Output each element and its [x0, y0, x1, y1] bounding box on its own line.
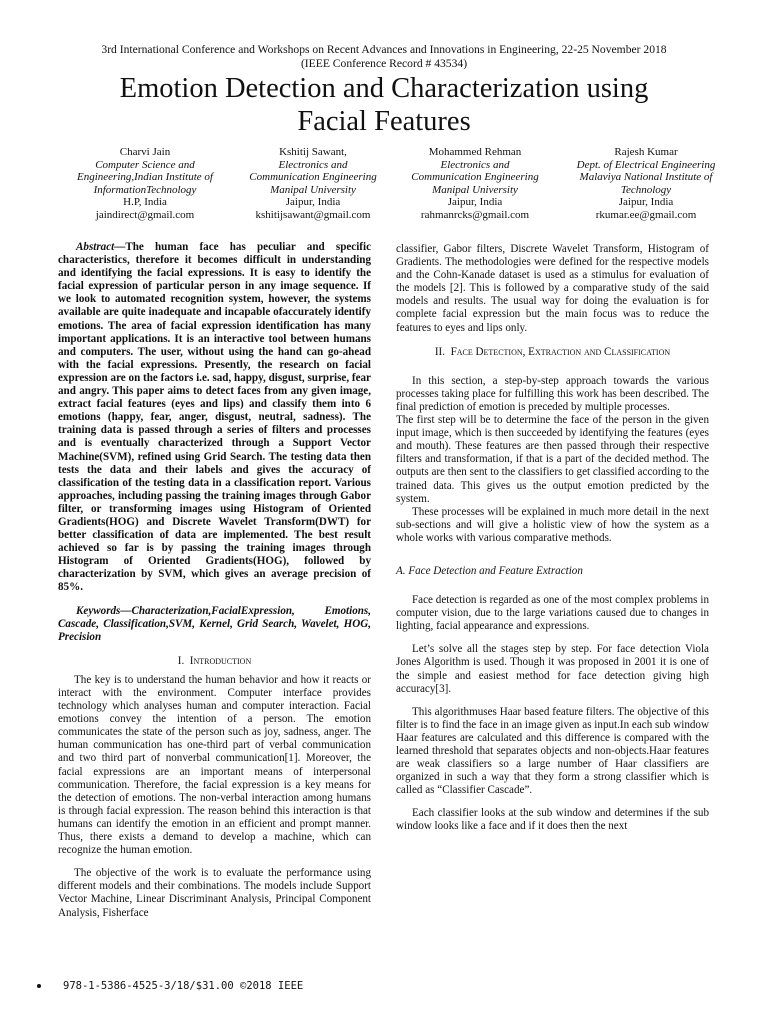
author-affiliation: Electronics and [278, 158, 348, 171]
author-location: H.P, India [123, 196, 167, 208]
paragraph: In this section, a step-by-step approach towards the various processes taking place for fulfilling this work has been described. The final prediction of emotion is preceded by multiple processes. [396, 374, 709, 413]
paragraph: classifier, Gabor filters, Discrete Wavelet Transform, Histogram of Gradients. The methodologies were defined for the respective models and the Cohn-Kanade dataset is used as a stimulus for evaluation of the models [2]. This is followed by a comparative study of the said models and results. The usual way for doing the evaluation is for complete facial expression but the main focus was to reduce the features to eyes and lips only. [396, 243, 709, 334]
section-number: I. [177, 654, 185, 667]
author-affiliation: Engineering,Indian Institute of [77, 171, 213, 183]
section-title: Introduction [189, 654, 252, 667]
abstract-text: The human face has peculiar and specific characteristics, therefore it becomes difficult in understanding and identifying the facial expressions. It is easy to identify the facial expression of particular person in any image sequence. If we look to automated recognition system, however, the systems available are quite inadequate and incapable ofaccurately identify emotions. The area of facial expression identification has many important applications. It is an interactive tool between humans and computers. The user, without using the hand can go-ahead with the facial expressions. Presently, the research on facial expression are on the factors i.e. sad, happy, disgust, surprise, fear and angry. This paper aims to detect faces from any given image, extract facial features (eyes and lips) and classify them into 6 emotions (happy, fear, anger, disgust, neutral, sadness). The training data is passed through a series of filters and processes and is eventually characterized through a Support Vector Machine(SVM), refined using Grid Search. The testing data then tests the data and their labels and gives the accuracy of classification of the testing data in a classification report. Various approaches, including passing the training images through Gabor filter, or transforming images using Histogram of Oriented Gradients(HOG) and Discrete Wavelet Transform(DWT) for better classification of data are implemented. The best result achieved so far is by passing the training images through Histogram of Oriented Gradients(HOG), followed by characterization by SVM, which gives an average precision of 85%. [58, 241, 371, 594]
conference-header [40, 43, 728, 70]
author-name: Rajesh Kumar [614, 146, 678, 158]
author-name: Charvi Jain [119, 146, 171, 158]
author-affiliation: Electronics and [440, 158, 510, 171]
author-affiliation: Technology [620, 183, 672, 196]
author-block [226, 146, 400, 221]
author-location: Jaipur, India [285, 196, 341, 208]
author-location: Jaipur, India [447, 196, 503, 208]
author-affiliation: Communication Engineering [411, 171, 539, 183]
paragraph: These processes will be explained in much more detail in the next sub-sections and will give a holistic view of how the system as a whole works with various comparative methods. [396, 505, 709, 544]
author-name: Kshitij Sawant, [279, 146, 347, 158]
author-block [562, 146, 730, 221]
conference-name: 3rd International Conference and Workshops on Recent Advances and Innovations in Engineering, 22-25 November 2018 [101, 43, 667, 56]
paragraph: This algorithmuses Haar based feature filters. The objective of this filter is to find the face in an image given as input.In each sub window Haar features are calculated and this difference is compared with the learned threshold that separates objects and non-objects.Haar features are weak classifiers so a large number of Haar classifiers are organized in such a way that they form a strong classifier which is called as “Classifier Cascade”. [396, 705, 709, 797]
author-affiliation: InformationTechnology [93, 183, 197, 196]
paragraph: The objective of the work is to evaluate the performance using different models and their combinations. The models include Support Vector Machine, Linear Discriminant Analysis, Principal Component Analysis, Fisherface [58, 867, 371, 919]
author-name: Mohammed Rehman [428, 146, 522, 158]
author-block [60, 146, 230, 221]
keywords: Keywords—Characterization,FacialExpression, Emotions, Cascade, Classification,SVM, Kernel, Grid Search, Wavelet, HOG, Precision [58, 604, 371, 643]
abstract [58, 241, 371, 595]
section-title: Face Detection, Extraction and Classification [450, 345, 671, 358]
paragraph: The key is to understand the human behavior and how it reacts or interact with the environment. Computer interface provides technology which analyses human and computer interaction. Facial emotions convey the intention of a person. The emotion communicates the state of the person such as joy, sadness, anger. The human communication has one-third part of verbal communication and two third part of nonverbal communication[1]. Moreover, the facial expressions are an important means of interpersonal communication. Therefore, the facial expression is a key means for the detection of emotions. The non-verbal interaction among humans is through facial expression. The reason behind this interaction is that humans can identify the emotion in an efficient and prompt manner. Thus, there exists a demand to develop a machine, which can recognize the human emotion. [58, 673, 371, 857]
author-affiliation: Communication Engineering [249, 171, 377, 183]
paragraph: Face detection is regarded as one of the most complex problems in computer vision, due to the large variations caused due to changes in lighting, facial appearance and expressions. [396, 594, 709, 633]
title-line-2: Facial Features [297, 106, 471, 137]
abstract-label: Abstract— [76, 241, 126, 253]
author-affiliation: Manipal University [432, 183, 518, 196]
author-email: rkumar.ee@gmail.com [595, 208, 697, 221]
paper-title [40, 72, 728, 138]
title-line-1: Emotion Detection and Characterization using [119, 73, 649, 104]
author-email: rahmanrcks@gmail.com [420, 208, 530, 221]
copyright-line: 978-1-5386-4525-3/18/$31.00 ©2018 IEEE [63, 980, 304, 992]
author-affiliation: Malaviya National Institute of [579, 171, 713, 183]
section-heading [396, 346, 709, 359]
conference-record: (IEEE Conference Record # 43534) [300, 56, 468, 70]
paragraph: The first step will be to determine the face of the person in the given input image, which is then succeeded by identifying the features (eyes and mouth). These features are then passed through their respective filters and transformation, if that is a part of the decided method. The outputs are then sent to the classifiers to get classified according to the trained data. This gives us the output emotion predicted by the system. [396, 414, 709, 505]
left-column [58, 241, 371, 920]
author-affiliation: Manipal University [270, 183, 356, 196]
bullet-icon [37, 984, 41, 988]
author-email: kshitijsawant@gmail.com [255, 208, 371, 221]
author-location: Jaipur, India [618, 196, 674, 208]
section-number: II. [434, 345, 446, 358]
author-affiliation: Computer Science and [95, 158, 195, 171]
paragraph: Each classifier looks at the sub window and determines if the sub window looks like a face and if it does then the next [396, 807, 709, 833]
paragraph: Let’s solve all the stages step by step. For face detection Viola Jones Algorithm is used. Though it was proposed in 2001 it is one of the simple and easiest method for face detection giving high accuracy[3]. [396, 643, 709, 695]
right-column [396, 243, 709, 834]
footer [37, 980, 303, 992]
subsection-heading: A. Face Detection and Feature Extraction [396, 564, 583, 577]
author-affiliation: Dept. of Electrical Engineering [576, 158, 716, 171]
section-heading [58, 655, 371, 668]
author-email: jaindirect@gmail.com [95, 208, 195, 221]
author-block [388, 146, 562, 221]
